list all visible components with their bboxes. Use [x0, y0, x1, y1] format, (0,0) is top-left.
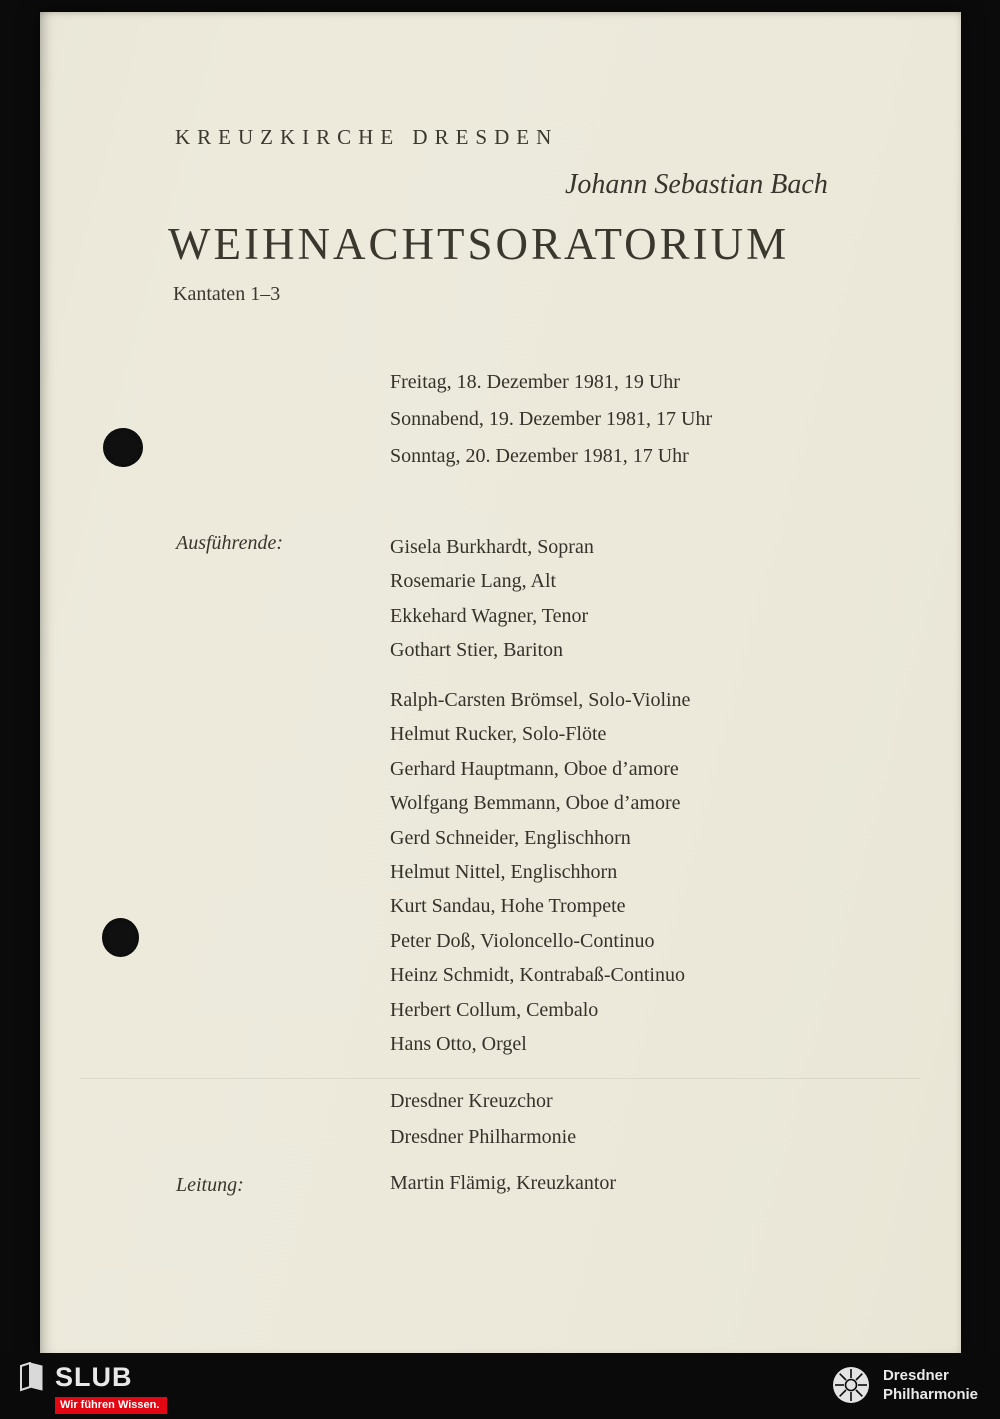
performer-line: Herbert Collum, Cembalo: [390, 998, 599, 1021]
performer-line: Gothart Stier, Bariton: [390, 639, 564, 662]
composer-name: Johann Sebastian Bach: [565, 169, 828, 200]
document-subtitle: Kantaten 1–3: [173, 283, 281, 305]
starburst-circle-icon: [831, 1365, 871, 1405]
date-line: Sonntag, 20. Dezember 1981, 17 Uhr: [390, 445, 689, 467]
footer-bar: [0, 1353, 1000, 1419]
performer-line: Rosemarie Lang, Alt: [390, 570, 557, 593]
philharmonie-wordmark-line2: Philharmonie: [882, 1386, 978, 1403]
soloists-list: [390, 530, 594, 668]
document-page: [40, 12, 961, 1353]
book-icon: [18, 1362, 45, 1392]
ensembles-list: [390, 1083, 576, 1155]
slub-brand-link[interactable]: [18, 1359, 167, 1414]
ensemble-line: Dresdner Philharmonie: [390, 1126, 577, 1148]
performer-line: Hans Otto, Orgel: [390, 1032, 527, 1055]
philharmonie-wordmark-line1: Dresdner: [882, 1367, 949, 1384]
performer-line: Ralph-Carsten Brömsel, Solo-Violine: [390, 689, 691, 711]
leader-name: Martin Flämig, Kreuzkantor: [390, 1172, 617, 1194]
performer-line: Helmut Nittel, Englischhorn: [390, 860, 618, 883]
document-title: WEIHNACHTSORATORIUM: [168, 219, 790, 269]
performer-line: Gerhard Hauptmann, Oboe d’amore: [390, 757, 679, 780]
performance-dates-list: [390, 364, 712, 475]
date-line: Freitag, 18. Dezember 1981, 19 Uhr: [390, 371, 680, 393]
performer-line: Kurt Sandau, Hohe Trompete: [390, 895, 626, 918]
performer-line: Ekkehard Wagner, Tenor: [390, 604, 589, 627]
date-line: Sonnabend, 19. Dezember 1981, 17 Uhr: [390, 408, 713, 430]
punch-hole-top: [103, 428, 143, 467]
slub-tagline: Wir führen Wissen.: [55, 1397, 167, 1414]
performer-line: Gisela Burkhardt, Sopran: [390, 536, 594, 558]
instrumentalists-list: [390, 683, 690, 1061]
performer-line: Wolfgang Bemmann, Oboe d’amore: [390, 792, 681, 815]
leader-label: Leitung:: [176, 1174, 244, 1196]
ensemble-line: Dresdner Kreuzchor: [390, 1090, 553, 1112]
scan-artifact-line: [80, 1078, 920, 1079]
performer-line: Helmut Rucker, Solo-Flöte: [390, 723, 607, 746]
performers-label: Ausführende:: [176, 532, 284, 554]
performer-line: Gerd Schneider, Englischhorn: [390, 826, 631, 849]
organization-heading: KREUZKIRCHE DRESDEN: [175, 125, 559, 149]
performer-line: Heinz Schmidt, Kontrabaß-Continuo: [390, 964, 685, 987]
performer-line: Peter Doß, Violoncello-Continuo: [390, 929, 655, 952]
philharmonie-wordmark: [883, 1366, 978, 1404]
philharmonie-brand-link[interactable]: [831, 1365, 978, 1405]
punch-hole-bottom: [102, 918, 139, 957]
slub-wordmark: SLUB: [55, 1361, 133, 1392]
